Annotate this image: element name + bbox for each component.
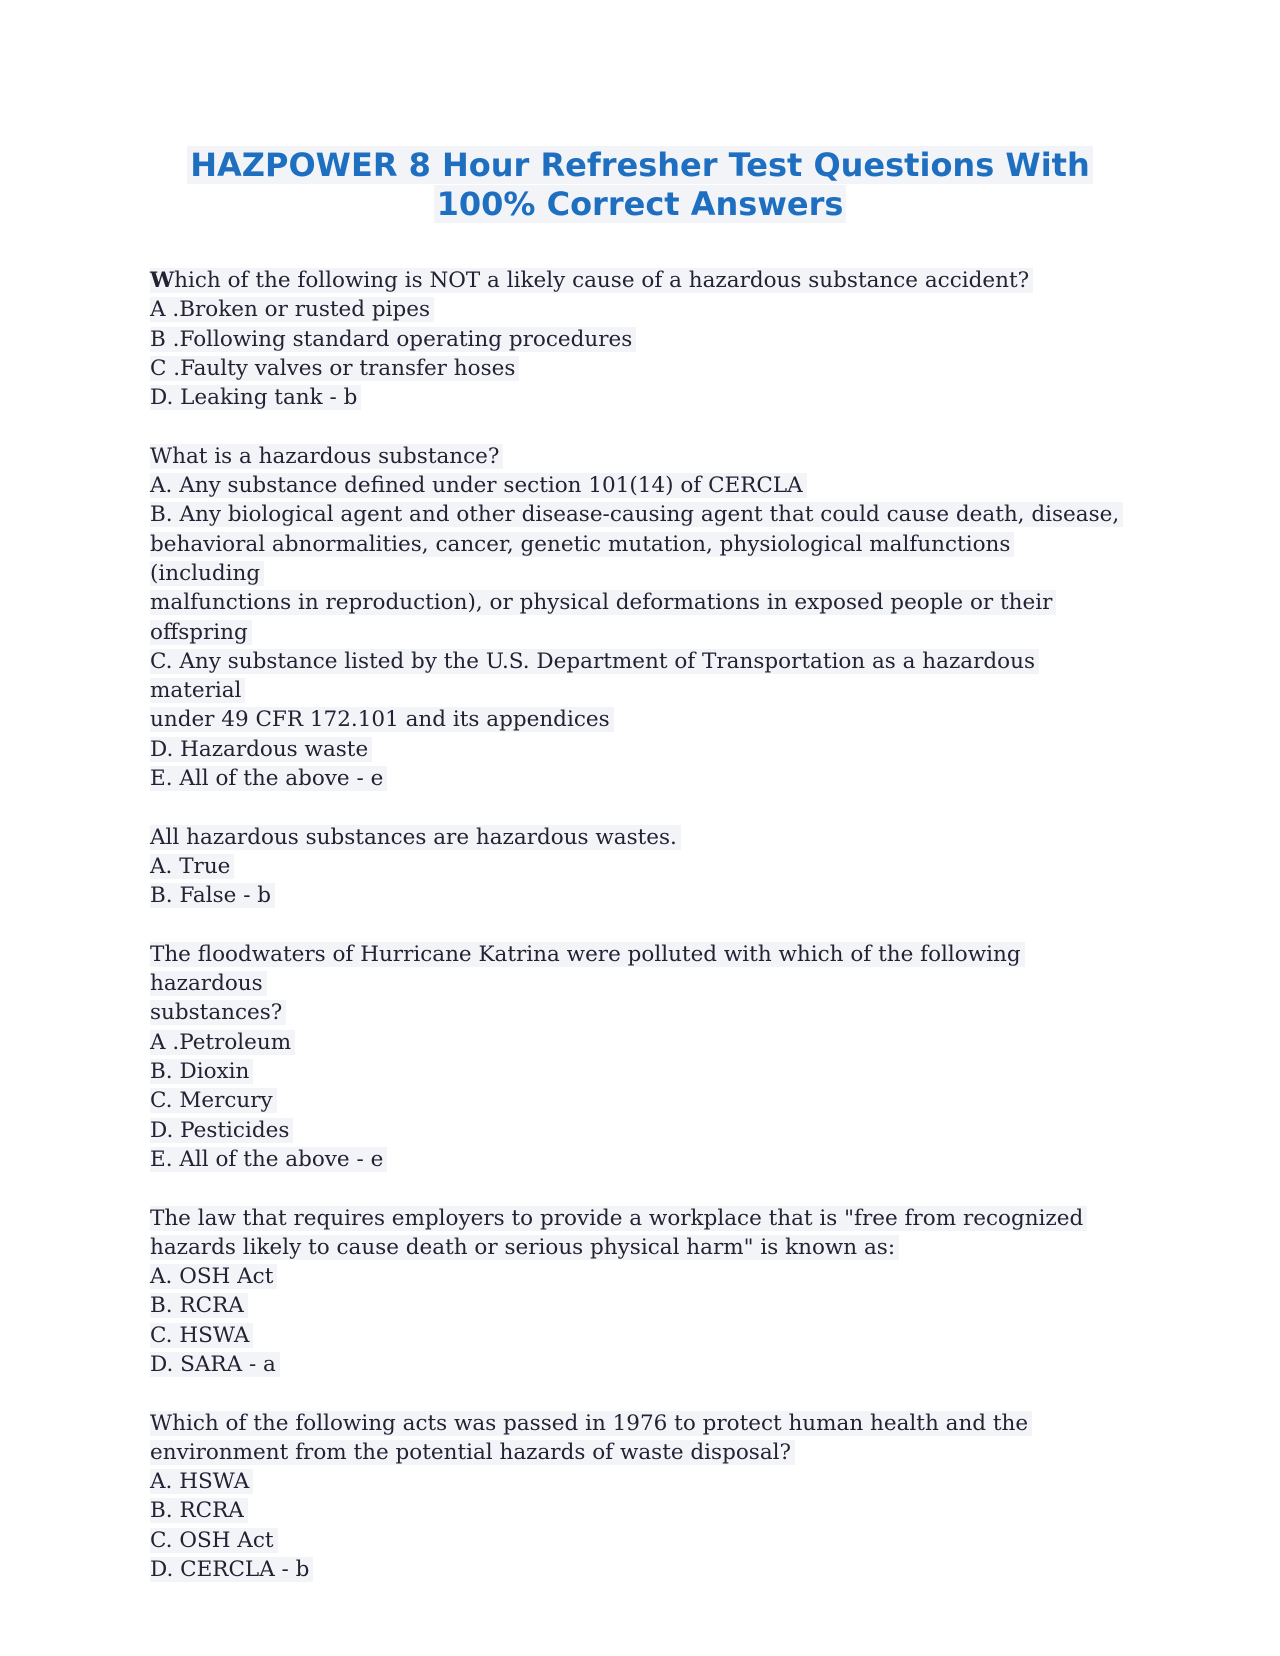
answer-option: A. OSH Act bbox=[150, 1264, 277, 1289]
answer-option: malfunctions in reproduction), or physical deformations in exposed people or their bbox=[150, 590, 1056, 615]
question-text: What is a hazardous substance? bbox=[150, 444, 503, 469]
answer-option: C. OSH Act bbox=[150, 1528, 278, 1553]
answer-option: A. True bbox=[150, 854, 234, 879]
answer-option: B. False - b bbox=[150, 883, 275, 908]
answer-option: A .Broken or rusted pipes bbox=[150, 297, 434, 322]
answer-option: D. Leaking tank - b bbox=[150, 385, 361, 410]
answer-option: B. Dioxin bbox=[150, 1059, 253, 1084]
question-text: The floodwaters of Hurricane Katrina were polluted with which of the following hazardous bbox=[150, 942, 1025, 996]
answer-option: B. Any biological agent and other disease-causing agent that could cause death, disease, bbox=[150, 502, 1123, 527]
title-line-1: HAZPOWER 8 Hour Refresher Test Questions With bbox=[187, 146, 1092, 184]
question-block bbox=[150, 1409, 1130, 1585]
question-block bbox=[150, 442, 1130, 794]
question-block bbox=[150, 1204, 1130, 1380]
question-list bbox=[150, 266, 1130, 1614]
question-text: substances? bbox=[150, 1000, 286, 1025]
question-text: The law that requires employers to provide a workplace that is "free from recognized bbox=[150, 1206, 1087, 1231]
answer-option: B .Following standard operating procedures bbox=[150, 327, 636, 352]
answer-option: C. Mercury bbox=[150, 1088, 277, 1113]
title-line-2: 100% Correct Answers bbox=[434, 185, 847, 223]
answer-option: C .Faulty valves or transfer hoses bbox=[150, 356, 519, 381]
question-text: Which of the following is NOT a likely cause of a hazardous substance accident? bbox=[150, 268, 1033, 293]
question-text: hazards likely to cause death or serious physical harm" is known as: bbox=[150, 1235, 899, 1260]
answer-option: B. RCRA bbox=[150, 1293, 248, 1318]
answer-option: A. Any substance defined under section 101(14) of CERCLA bbox=[150, 473, 807, 498]
answer-option: C. Any substance listed by the U.S. Department of Transportation as a hazardous material bbox=[150, 649, 1039, 703]
answer-option: D. Hazardous waste bbox=[150, 737, 372, 762]
answer-option: D. Pesticides bbox=[150, 1118, 293, 1143]
question-text: All hazardous substances are hazardous wastes. bbox=[150, 825, 681, 850]
answer-option: D. CERCLA - b bbox=[150, 1557, 313, 1582]
question-text: environment from the potential hazards of waste disposal? bbox=[150, 1440, 795, 1465]
answer-option: B. RCRA bbox=[150, 1498, 248, 1523]
answer-option: A. HSWA bbox=[150, 1469, 253, 1494]
answer-option: E. All of the above - e bbox=[150, 1147, 387, 1172]
answer-option: under 49 CFR 172.101 and its appendices bbox=[150, 707, 614, 732]
answer-option: C. HSWA bbox=[150, 1323, 253, 1348]
answer-option: offspring bbox=[150, 620, 252, 645]
answer-option: D. SARA - a bbox=[150, 1352, 280, 1377]
question-block bbox=[150, 823, 1130, 911]
page-title bbox=[150, 146, 1130, 224]
answer-option: behavioral abnormalities, cancer, genetic mutation, physiological malfunctions (including bbox=[150, 532, 1014, 586]
question-block bbox=[150, 266, 1130, 412]
answer-option: E. All of the above - e bbox=[150, 766, 387, 791]
answer-option: A .Petroleum bbox=[150, 1030, 295, 1055]
question-block bbox=[150, 940, 1130, 1174]
question-text: Which of the following acts was passed in 1976 to protect human health and the bbox=[150, 1411, 1032, 1436]
